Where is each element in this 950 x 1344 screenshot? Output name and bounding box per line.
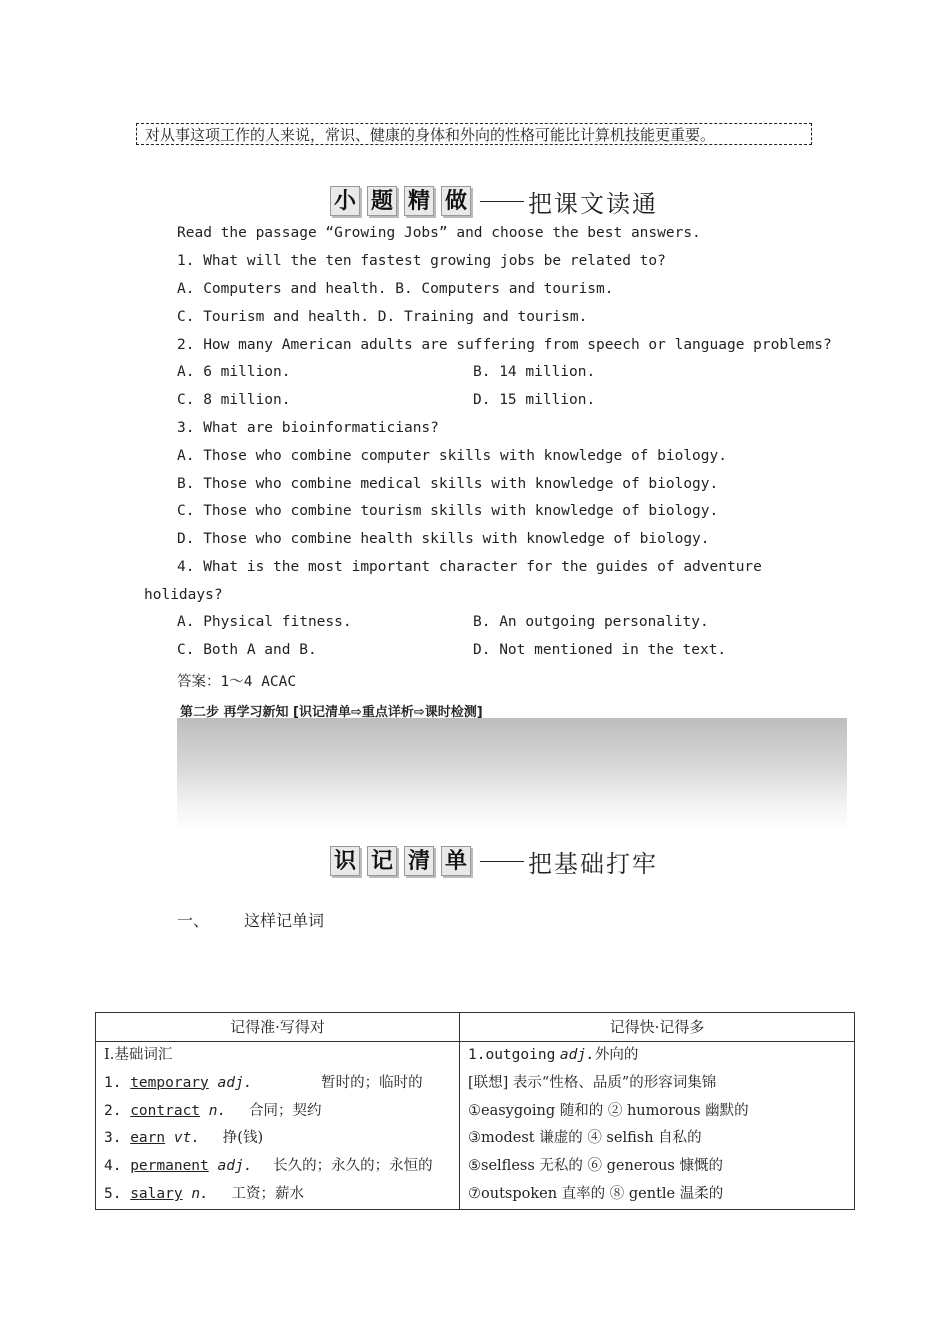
answer-key: 答案：1～4 ACAC (177, 674, 297, 690)
question-1: 1. What will the ten fastest growing jobs be related to? (177, 253, 666, 269)
vocab-word: temporary (130, 1074, 209, 1091)
vocab-meaning: 挣(钱) (222, 1130, 264, 1147)
vocab-meaning: 长久的；永久的；永恒的 (273, 1158, 433, 1175)
association-line: [联想] 表示“性格、品质”的形容词集锦 (468, 1074, 717, 1091)
heading-char: 小 (330, 186, 360, 216)
association-line: ⑤selfless 无私的 ⑥ generous 慷慨的 (468, 1158, 723, 1175)
vocab-pos: adj. (217, 1074, 253, 1091)
vocab-pos: vt. (173, 1130, 201, 1147)
section-label: 这样记单词 (244, 911, 325, 930)
association-line: ③modest 谦虚的 ④ selfish 自私的 (468, 1130, 702, 1147)
question-4-option-c: C. Both A and B. (177, 642, 317, 658)
heading-char: 做 (441, 186, 471, 216)
reading-intro: Read the passage “Growing Jobs” and choose the best answers. (177, 225, 701, 241)
assoc-meaning: 外向的 (594, 1047, 639, 1063)
question-3-option-b: B. Those who combine medical skills with knowledge of biology. (177, 476, 719, 492)
table-row (96, 1042, 855, 1210)
vocab-num: 4. (104, 1158, 122, 1175)
step-navigation: 第二步 再学习新知 [识记清单⇨重点详析⇨课时检测] (180, 705, 483, 720)
vocab-num: 2. (104, 1102, 122, 1119)
vocab-word: salary (130, 1185, 183, 1202)
vocab-num: 1. (104, 1074, 122, 1091)
heading-char: 记 (367, 846, 397, 876)
vocab-item (104, 1098, 451, 1126)
question-2-option-d: D. 15 million. (473, 392, 596, 408)
vocab-word: earn (130, 1130, 166, 1147)
heading-dash (480, 201, 524, 202)
section-heading-practice (330, 183, 658, 219)
question-3-option-d: D. Those who combine health skills with knowledge of biology. (177, 531, 710, 547)
question-3: 3. What are bioinformaticians? (177, 420, 439, 436)
vocab-meaning: 工资；薪水 (231, 1185, 305, 1202)
vocabulary-table (95, 1012, 855, 1210)
question-1-options-cd: C. Tourism and health. D. Training and tourism. (177, 309, 588, 325)
table-header-left: 记得准·写得对 (96, 1013, 460, 1042)
vocab-meaning: 暂时的；临时的 (321, 1074, 423, 1091)
heading-char: 题 (367, 186, 397, 216)
table-header-right: 记得快·记得多 (460, 1013, 855, 1042)
heading-dash (480, 861, 524, 862)
question-4-option-a: A. Physical fitness. (177, 614, 352, 630)
vocab-word: contract (130, 1102, 201, 1119)
question-2-option-c: C. 8 million. (177, 392, 291, 408)
vocab-word: permanent (130, 1158, 209, 1175)
question-4-continued: holidays? (144, 587, 223, 603)
vocab-num: 5. (104, 1185, 122, 1202)
assoc-word: 1.outgoing (468, 1047, 556, 1063)
question-4-option-d: D. Not mentioned in the text. (473, 642, 727, 658)
heading-char: 清 (404, 846, 434, 876)
section-heading-memorize (330, 843, 658, 879)
question-2-option-a: A. 6 million. (177, 364, 291, 380)
section-number: 一、 (177, 911, 210, 930)
vocab-meaning: 合同；契约 (248, 1102, 322, 1119)
vocab-pos: adj. (217, 1158, 253, 1175)
question-2: 2. How many American adults are suffering from speech or language problems? (177, 337, 832, 353)
question-3-option-a: A. Those who combine computer skills with knowledge of biology. (177, 448, 727, 464)
association-line: ①easygoing 随和的 ② humorous 幽默的 (468, 1102, 749, 1119)
heading-subtitle: 把课文读通 (528, 189, 658, 218)
assoc-pos: adj. (559, 1047, 595, 1063)
gradient-banner (177, 718, 847, 830)
heading-char: 单 (441, 846, 471, 876)
vocab-pos: n. (191, 1185, 209, 1202)
vocab-num: 3. (104, 1130, 122, 1147)
vocab-item (104, 1125, 451, 1153)
question-4: 4. What is the most important character for the guides of adventure (177, 559, 762, 575)
heading-char: 识 (330, 846, 360, 876)
association-title (468, 1042, 846, 1070)
vocab-item (104, 1153, 451, 1181)
basic-vocab-title: Ⅰ.基础词汇 (104, 1047, 173, 1063)
question-3-option-c: C. Those who combine tourism skills with knowledge of biology. (177, 503, 719, 519)
question-1-options-ab: A. Computers and health. B. Computers and tourism. (177, 281, 614, 297)
heading-subtitle: 把基础打牢 (528, 849, 658, 878)
summary-box: 对从事这项工作的人来说，常识、健康的身体和外向的性格可能比计算机技能更重要。 (136, 123, 812, 145)
association-line: ⑦outspoken 直率的 ⑧ gentle 温柔的 (468, 1185, 724, 1202)
vocab-pos: n. (208, 1102, 227, 1119)
heading-char: 精 (404, 186, 434, 216)
association-cell (460, 1042, 855, 1210)
question-2-option-b: B. 14 million. (473, 364, 596, 380)
question-4-option-b: B. An outgoing personality. (473, 614, 709, 630)
vocab-item (104, 1181, 451, 1209)
table-header-row (96, 1013, 855, 1042)
vocab-item (104, 1070, 451, 1098)
basic-vocab-cell (96, 1042, 460, 1210)
